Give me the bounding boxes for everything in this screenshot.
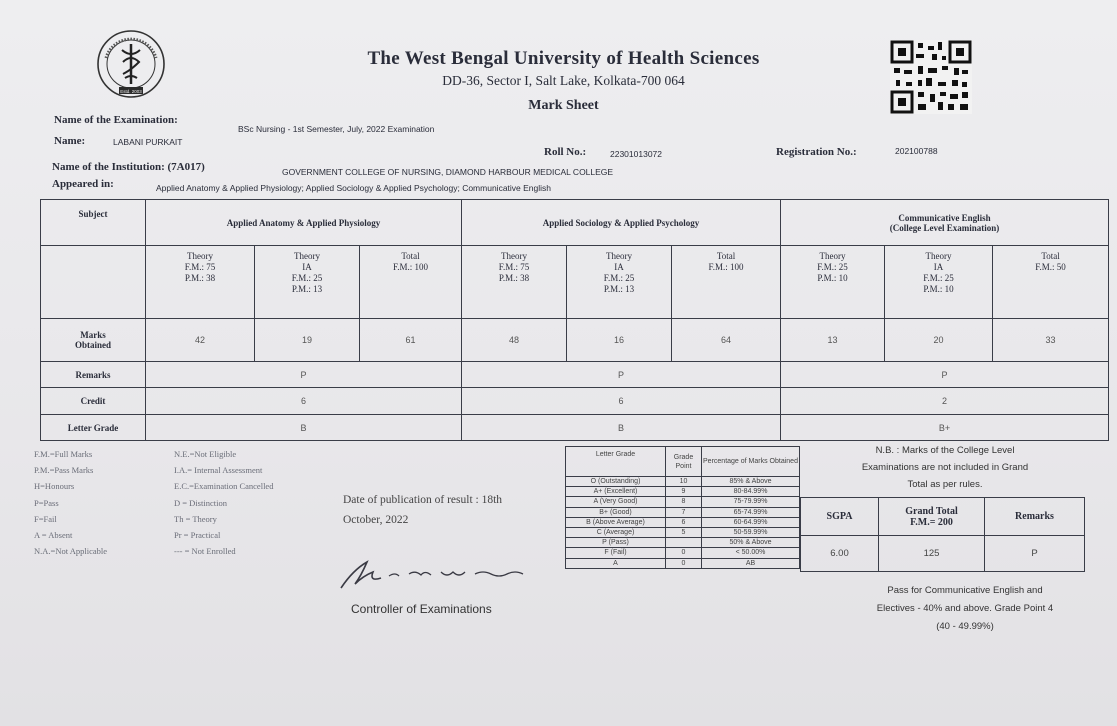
grade-row — [566, 487, 800, 497]
mark-cell: 19 — [255, 319, 360, 362]
name-value: LABANI PURKAIT — [113, 137, 183, 147]
abbreviation: A = Absent — [34, 530, 73, 541]
grade-cell: 0 — [666, 558, 702, 568]
letter-grade-row — [41, 415, 1109, 441]
grade-row — [566, 558, 800, 568]
grade-cell: A+ (Excellent) — [566, 487, 666, 497]
subject-group-1: Applied Anatomy & Applied Physiology — [146, 200, 462, 246]
subject-group-3: Communicative English (College Level Examination) — [781, 200, 1109, 246]
grade-cell: B — [146, 415, 462, 441]
grade-cell: < 50.00% — [702, 548, 800, 558]
subject-group-2: Applied Sociology & Applied Psychology — [462, 200, 781, 246]
column-header: Total F.M.: 100 — [672, 246, 781, 319]
mark-cell: 61 — [360, 319, 462, 362]
remarks-label: Remarks — [41, 362, 146, 388]
grade-header: Letter Grade — [566, 447, 666, 477]
grade-row — [566, 527, 800, 537]
appeared-value: Applied Anatomy & Applied Physiology; Applied Sociology & Applied Psychology; Communicative English — [156, 183, 552, 193]
grade-header-row — [566, 447, 800, 477]
marks-row — [41, 319, 1109, 362]
abbreviation: --- = Not Enrolled — [174, 546, 236, 557]
grade-cell: 0 — [666, 548, 702, 558]
grade-cell: A — [566, 558, 666, 568]
remarks-header: Remarks — [985, 498, 1085, 536]
university-name: The West Bengal University of Health Sciences — [367, 48, 760, 69]
grade-row — [566, 538, 800, 548]
registration-label: Registration No.: — [776, 146, 857, 158]
grade-cell: 80-84.99% — [702, 487, 800, 497]
grand-total-header: Grand Total F.M.= 200 — [879, 498, 985, 536]
abbreviation: Pr = Practical — [174, 530, 221, 541]
abbreviation: N.A.=Not Applicable — [34, 546, 108, 557]
mark-cell: 33 — [993, 319, 1109, 362]
controller-title: Controller of Examinations — [351, 602, 492, 616]
grade-cell: 7 — [666, 507, 702, 517]
grade-cell: 50% & Above — [702, 538, 800, 548]
abbreviation: P=Pass — [34, 497, 59, 508]
final-remarks-value: P — [985, 536, 1085, 572]
sgpa-value-row — [801, 536, 1085, 572]
column-header: Total F.M.: 50 — [993, 246, 1109, 319]
marks-obtained-label: Marks Obtained — [41, 319, 146, 362]
exam-label: Name of the Examination: — [54, 114, 178, 126]
grade-cell: 6 — [666, 517, 702, 527]
grade-cell: F (Fail) — [566, 548, 666, 558]
grade-cell: 75-79.99% — [702, 497, 800, 507]
mark-cell: 20 — [885, 319, 993, 362]
grade-row — [566, 507, 800, 517]
mark-cell: 42 — [146, 319, 255, 362]
grade-row — [566, 497, 800, 507]
credit-cell: 6 — [146, 388, 462, 415]
grade-cell: O (Outstanding) — [566, 477, 666, 487]
exam-value: BSc Nursing - 1st Semester, July, 2022 Examination — [238, 124, 435, 134]
credit-cell: 6 — [462, 388, 781, 415]
institution-value: GOVERNMENT COLLEGE OF NURSING, DIAMOND HARBOUR MEDICAL COLLEGE — [282, 167, 614, 177]
grade-cell: B (Above Average) — [566, 517, 666, 527]
column-header: Theory IA F.M.: 25 P.M.: 13 — [567, 246, 672, 319]
column-header: Theory F.M.: 75 P.M.: 38 — [462, 246, 567, 319]
grade-cell — [666, 538, 702, 548]
subject-header: Subject — [41, 200, 146, 246]
grade-cell: 50-59.99% — [702, 527, 800, 537]
controller-signature — [333, 550, 533, 596]
abbreviations-column-1 — [34, 446, 107, 559]
abbreviation: D = Distinction — [174, 497, 227, 508]
mark-cell: 48 — [462, 319, 567, 362]
seal-text: Estd. 2003 — [120, 89, 142, 94]
sgpa-table — [800, 497, 1085, 572]
credit-label: Credit — [41, 388, 146, 415]
publication-date: Date of publication of result : 18th October, 2022 — [343, 494, 503, 526]
mark-cell: 16 — [567, 319, 672, 362]
mark-cell: 13 — [781, 319, 885, 362]
remark-cell: P — [146, 362, 462, 388]
grade-cell: B+ — [781, 415, 1109, 441]
grade-cell: B+ (Good) — [566, 507, 666, 517]
abbreviation: P.M.=Pass Marks — [34, 465, 94, 476]
grade-cell: AB — [702, 558, 800, 568]
grade-scale-table — [565, 446, 800, 569]
appeared-label: Appeared in: — [52, 178, 114, 190]
abbreviation: E.C.=Examination Cancelled — [174, 481, 274, 492]
grade-cell: 85% & Above — [702, 477, 800, 487]
grade-cell: C (Average) — [566, 527, 666, 537]
grade-header: Grade Point — [666, 447, 702, 477]
grade-cell: 65-74.99% — [702, 507, 800, 517]
abbreviation: I.A.= Internal Assessment — [174, 465, 263, 476]
pass-note: Pass for Communicative English and Electives - 40% and above. Grade Point 4 (40 - 49.99%) — [876, 585, 1054, 632]
grade-cell: 9 — [666, 487, 702, 497]
grade-header: Percentage of Marks Obtained — [702, 447, 800, 477]
column-headers-row — [41, 246, 1109, 319]
remark-cell: P — [781, 362, 1109, 388]
sgpa-header-row — [801, 498, 1085, 536]
grade-cell: B — [462, 415, 781, 441]
name-label: Name: — [54, 135, 86, 147]
column-header: Total F.M.: 100 — [360, 246, 462, 319]
letter-grade-label: Letter Grade — [41, 415, 146, 441]
credit-cell: 2 — [781, 388, 1109, 415]
grade-row — [566, 477, 800, 487]
abbreviation: F=Fail — [34, 513, 57, 524]
column-header: Theory IA F.M.: 25 P.M.: 10 — [885, 246, 993, 319]
abbreviation: N.E.=Not Eligible — [174, 449, 237, 459]
remark-cell: P — [462, 362, 781, 388]
grade-cell: 5 — [666, 527, 702, 537]
column-header: Theory F.M.: 75 P.M.: 38 — [146, 246, 255, 319]
blank-cell — [41, 246, 146, 319]
column-header: Theory IA F.M.: 25 P.M.: 13 — [255, 246, 360, 319]
roll-label: Roll No.: — [544, 146, 587, 158]
grade-row — [566, 517, 800, 527]
column-header: Theory F.M.: 25 P.M.: 10 — [781, 246, 885, 319]
sgpa-header: SGPA — [801, 498, 879, 536]
sgpa-value: 6.00 — [801, 536, 879, 572]
abbreviations-column-2 — [174, 446, 273, 559]
grade-row — [566, 548, 800, 558]
institution-label: Name of the Institution: (7A017) — [52, 161, 205, 173]
credit-row — [41, 388, 1109, 415]
grade-cell: P (Pass) — [566, 538, 666, 548]
sheet-title: Mark Sheet — [528, 98, 599, 113]
university-address: DD-36, Sector I, Salt Lake, Kolkata-700 064 — [442, 73, 685, 88]
nb-note: N.B. : Marks of the College Level Examinations are not included in Grand Total as per rules. — [861, 445, 1029, 490]
grade-cell: 60-64.99% — [702, 517, 800, 527]
grade-cell: A (Very Good) — [566, 497, 666, 507]
grand-total-value: 125 — [879, 536, 985, 572]
abbreviation: F.M.=Full Marks — [34, 449, 93, 459]
grade-cell: 10 — [666, 477, 702, 487]
abbreviation: Th = Theory — [174, 513, 217, 524]
roll-value: 22301013072 — [610, 149, 663, 159]
grade-cell: 8 — [666, 497, 702, 507]
abbreviation: H=Honours — [34, 481, 75, 492]
registration-value: 202100788 — [895, 146, 938, 156]
remarks-row — [41, 362, 1109, 388]
marks-table — [40, 199, 1109, 441]
mark-cell: 64 — [672, 319, 781, 362]
